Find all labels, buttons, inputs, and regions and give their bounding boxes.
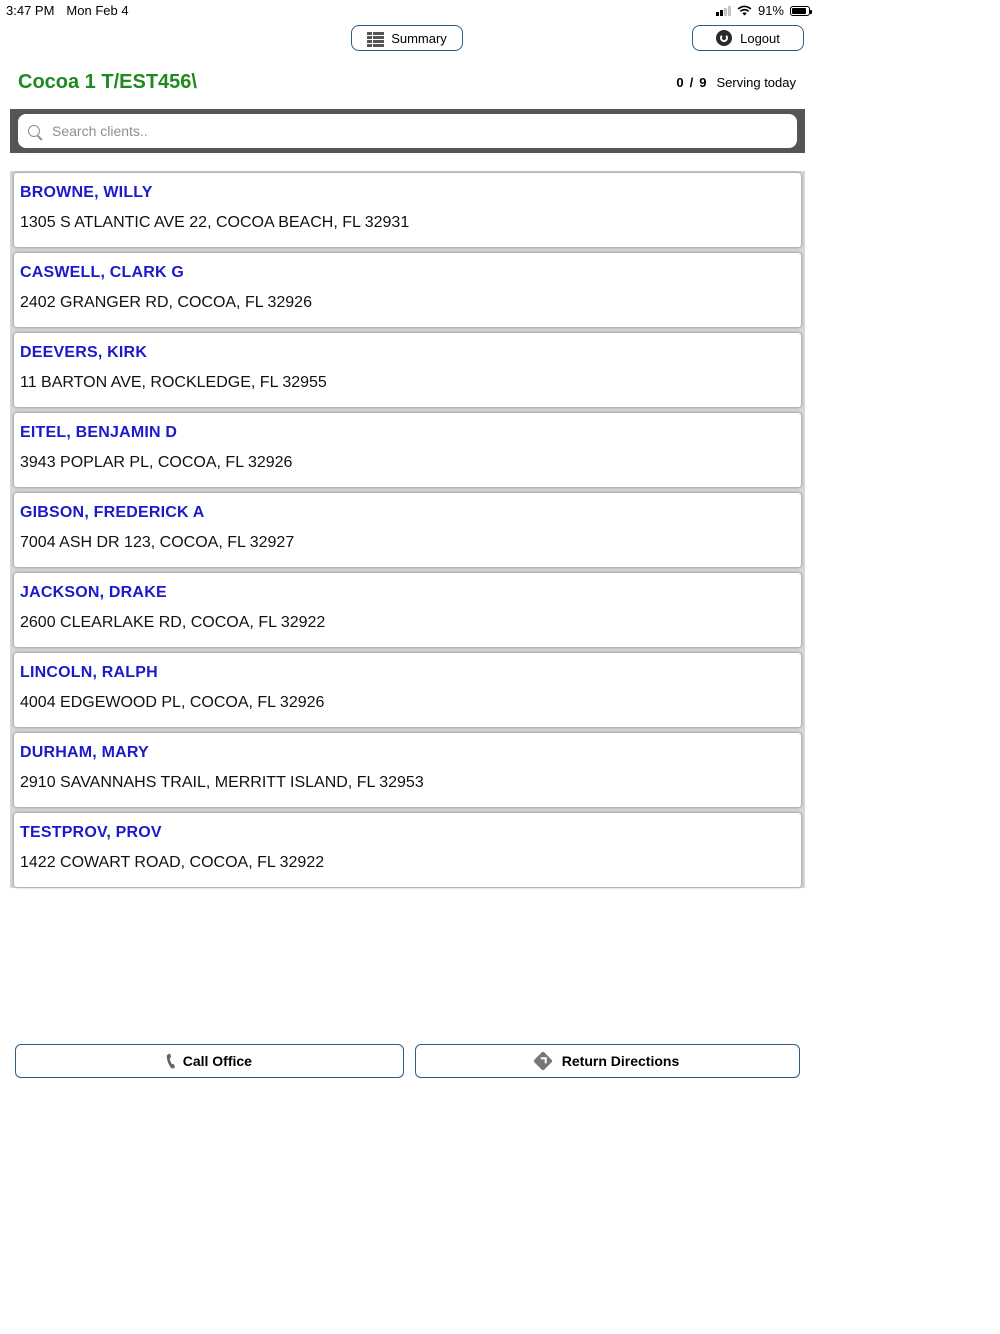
route-title: Cocoa 1 T/EST456\ (18, 71, 197, 93)
client-card[interactable] (14, 413, 801, 487)
client-card[interactable] (14, 653, 801, 727)
total-count: 9 (699, 75, 707, 90)
phone-icon: 📞︎ (167, 1048, 175, 1073)
client-card[interactable] (14, 493, 801, 567)
client-name: EITEL, BENJAMIN D (20, 424, 178, 441)
client-address: 2600 CLEARLAKE RD, COCOA, FL 32922 (20, 614, 326, 631)
client-list (10, 171, 805, 888)
client-name: DURHAM, MARY (20, 744, 149, 761)
client-card[interactable] (14, 253, 801, 327)
return-directions-label: Return Directions (561, 1053, 680, 1069)
count-separator: / (689, 75, 694, 90)
search-bar (10, 109, 805, 153)
client-name: LINCOLN, RALPH (20, 664, 158, 681)
battery-icon (790, 6, 810, 16)
client-address: 1422 COWART ROAD, COCOA, FL 32922 (20, 854, 325, 871)
client-name: TESTPROV, PROV (20, 824, 162, 841)
client-name: JACKSON, DRAKE (20, 584, 167, 601)
status-bar (0, 0, 812, 20)
call-office-button[interactable] (15, 1044, 404, 1078)
client-address: 7004 ASH DR 123, COCOA, FL 32927 (20, 534, 295, 551)
logout-label: Logout (740, 30, 780, 46)
client-address: 3943 POPLAR PL, COCOA, FL 32926 (20, 454, 293, 471)
search-input[interactable] (50, 122, 746, 140)
client-name: GIBSON, FREDERICK A (20, 504, 205, 521)
serving-label: Serving today (716, 75, 796, 90)
battery-percent: 91% (757, 3, 784, 18)
serving-counter (676, 75, 796, 90)
directions-icon (533, 1051, 553, 1071)
client-card[interactable] (14, 173, 801, 247)
cellular-signal-icon (716, 5, 731, 16)
summary-button[interactable] (351, 25, 463, 51)
client-address: 4004 EDGEWOOD PL, COCOA, FL 32926 (20, 694, 325, 711)
client-name: CASWELL, CLARK G (20, 264, 185, 281)
client-address: 2402 GRANGER RD, COCOA, FL 32926 (20, 294, 312, 311)
client-card[interactable] (14, 733, 801, 807)
wifi-icon (737, 5, 752, 16)
client-card[interactable] (14, 813, 801, 887)
client-card[interactable] (14, 573, 801, 647)
served-count: 0 (676, 75, 684, 90)
client-address: 11 BARTON AVE, ROCKLEDGE, FL 32955 (20, 374, 327, 391)
status-date: Mon Feb 4 (66, 3, 129, 18)
client-name: BROWNE, WILLY (20, 184, 153, 201)
summary-label: Summary (391, 30, 447, 46)
client-name: DEEVERS, KIRK (20, 344, 148, 361)
power-icon (716, 30, 732, 46)
status-time: 3:47 PM (6, 3, 55, 18)
logout-button[interactable] (692, 25, 804, 51)
client-card[interactable] (14, 333, 801, 407)
search-icon (28, 125, 40, 137)
client-address: 1305 S ATLANTIC AVE 22, COCOA BEACH, FL 32931 (20, 214, 410, 231)
call-office-label: Call Office (182, 1053, 252, 1069)
table-icon (367, 32, 383, 45)
search-box[interactable] (18, 114, 797, 148)
return-directions-button[interactable] (415, 1044, 800, 1078)
client-address: 2910 SAVANNAHS TRAIL, MERRITT ISLAND, FL 32953 (20, 774, 424, 791)
